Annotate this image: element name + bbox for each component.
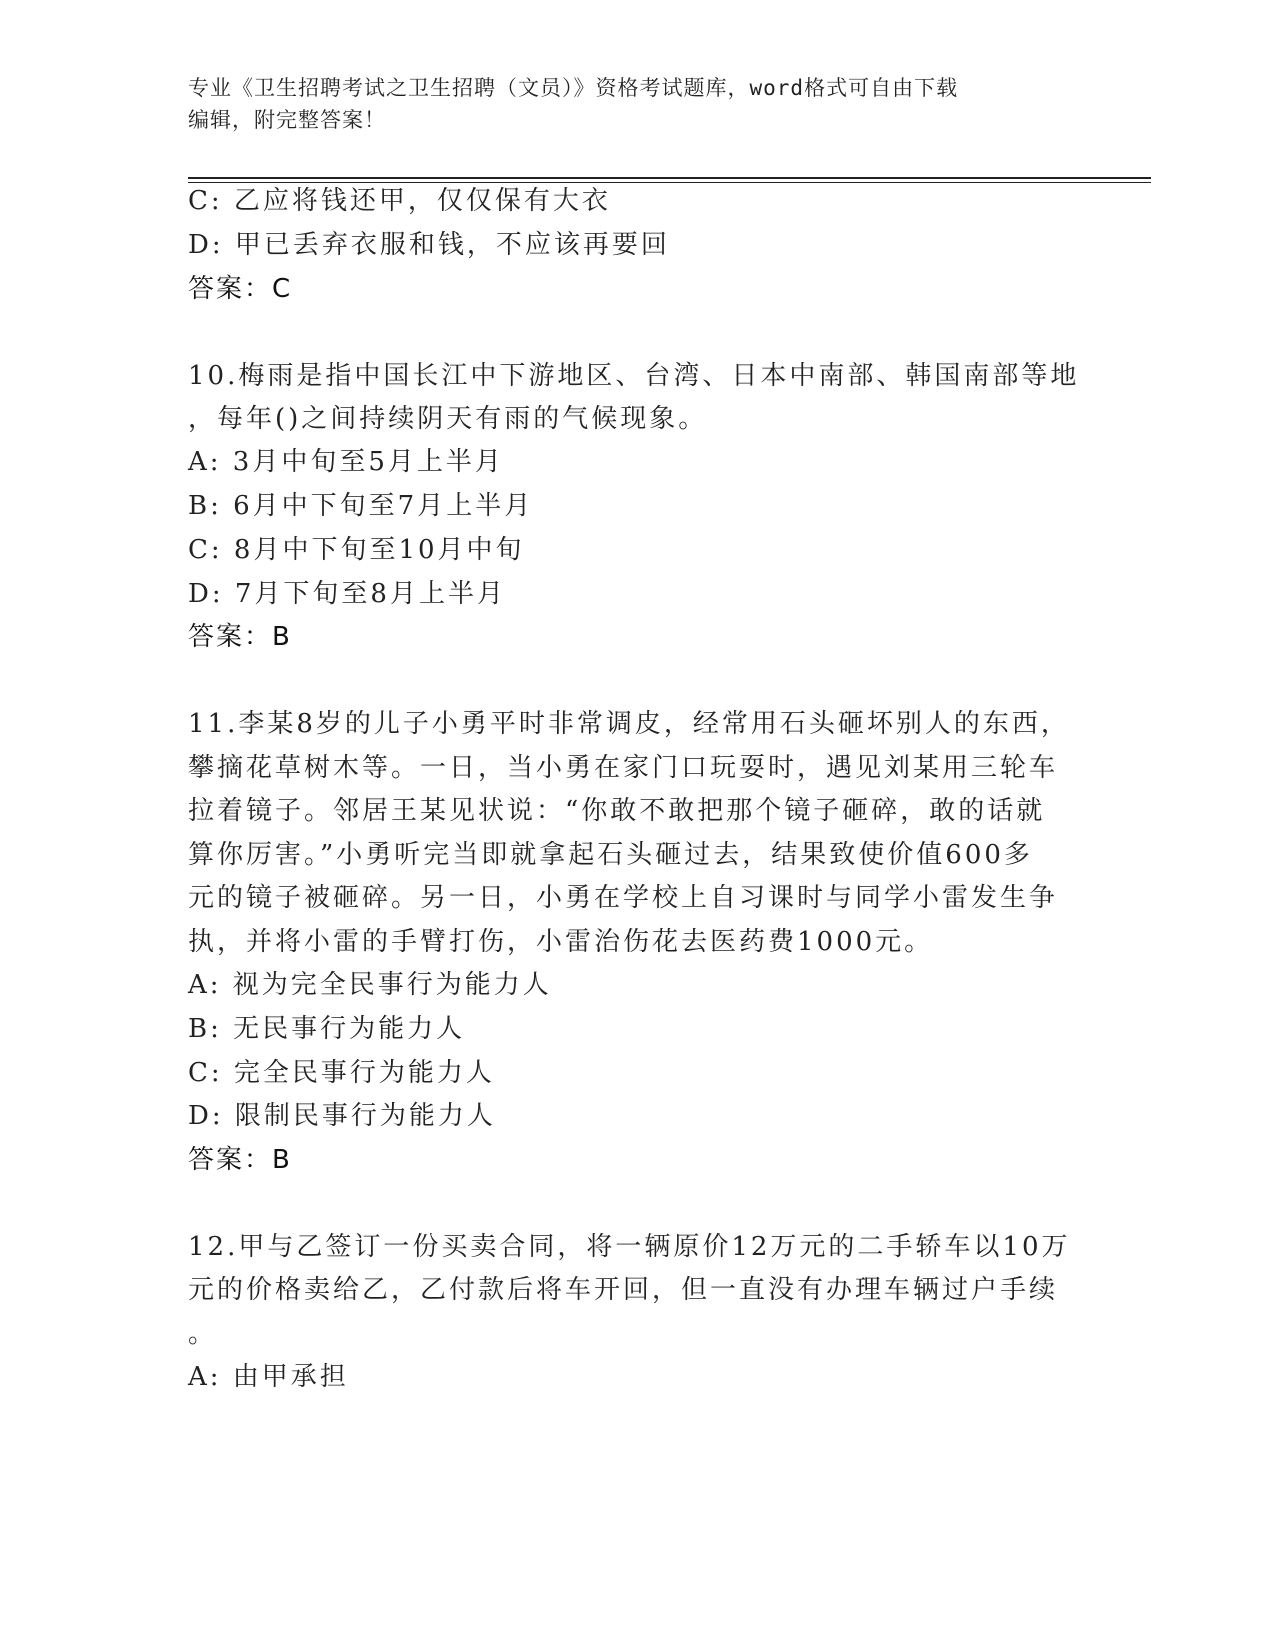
q11-option-b: B: 无民事行为能力人	[188, 1014, 466, 1044]
q11-stem-line-3: 拉着镜子。邻居王某见状说：“你敢不敢把那个镜子砸碎，敢的话就	[188, 796, 1046, 826]
q9-option-c: C: 乙应将钱还甲，仅仅保有大衣	[188, 186, 611, 216]
q11-stem-line-5: 元的镜子被砸碎。另一日，小勇在学校上自习课时与同学小雷发生争	[188, 883, 1059, 913]
q11-option-a: A: 视为完全民事行为能力人	[188, 970, 552, 1000]
q11-answer: 答案：B	[188, 1145, 292, 1175]
header-title-line-2: 编辑，附完整答案！	[188, 108, 386, 132]
q11-stem-line-4: 算你厉害。”小勇听完当即就拿起石头砸过去，结果致使价值600多	[188, 840, 1033, 870]
q10-stem-line-1: 10.梅雨是指中国长江中下游地区、台湾、日本中南部、韩国南部等地	[188, 361, 1080, 391]
q12-stem-line-1: 12.甲与乙签订一份买卖合同，将一辆原价12万元的二手轿车以10万	[188, 1232, 1071, 1262]
q11-option-d: D: 限制民事行为能力人	[188, 1101, 496, 1131]
q10-option-b: B: 6月中下旬至7月上半月	[188, 491, 534, 521]
page-header	[188, 72, 1068, 136]
q11-stem-line-2: 攀摘花草树木等。一日，当小勇在家门口玩耍时，遇见刘某用三轮车	[188, 753, 1059, 783]
header-divider	[188, 177, 1151, 179]
q11-stem-line-6: 执，并将小雷的手臂打伤，小雷治伤花去医药费1000元。	[188, 927, 934, 957]
q12-stem-line-2: 元的价格卖给乙，乙付款后将车开回，但一直没有办理车辆过户手续	[188, 1275, 1059, 1305]
q11-stem-line-1: 11.李某8岁的儿子小勇平时非常调皮，经常用石头砸坏别人的东西，	[188, 709, 1070, 739]
q12-option-a: A: 由甲承担	[188, 1362, 349, 1392]
q9-answer: 答案：C	[188, 274, 293, 304]
q10-option-c: C: 8月中下旬至10月中旬	[188, 535, 525, 565]
q10-option-a: A: 3月中旬至5月上半月	[188, 447, 504, 477]
q9-option-d: D: 甲已丢弃衣服和钱，不应该再要回	[188, 230, 670, 260]
header-title-line-1: 专业《卫生招聘考试之卫生招聘（文员）》资格考试题库，word格式可自由下载	[188, 76, 959, 100]
q10-stem-line-2: ，每年()之间持续阴天有雨的气候现象。	[188, 404, 708, 434]
q12-stem-line-3: 。	[188, 1319, 218, 1349]
q10-answer: 答案：B	[188, 622, 292, 652]
q11-option-c: C: 完全民事行为能力人	[188, 1058, 495, 1088]
q10-option-d: D: 7月下旬至8月上半月	[188, 579, 506, 609]
